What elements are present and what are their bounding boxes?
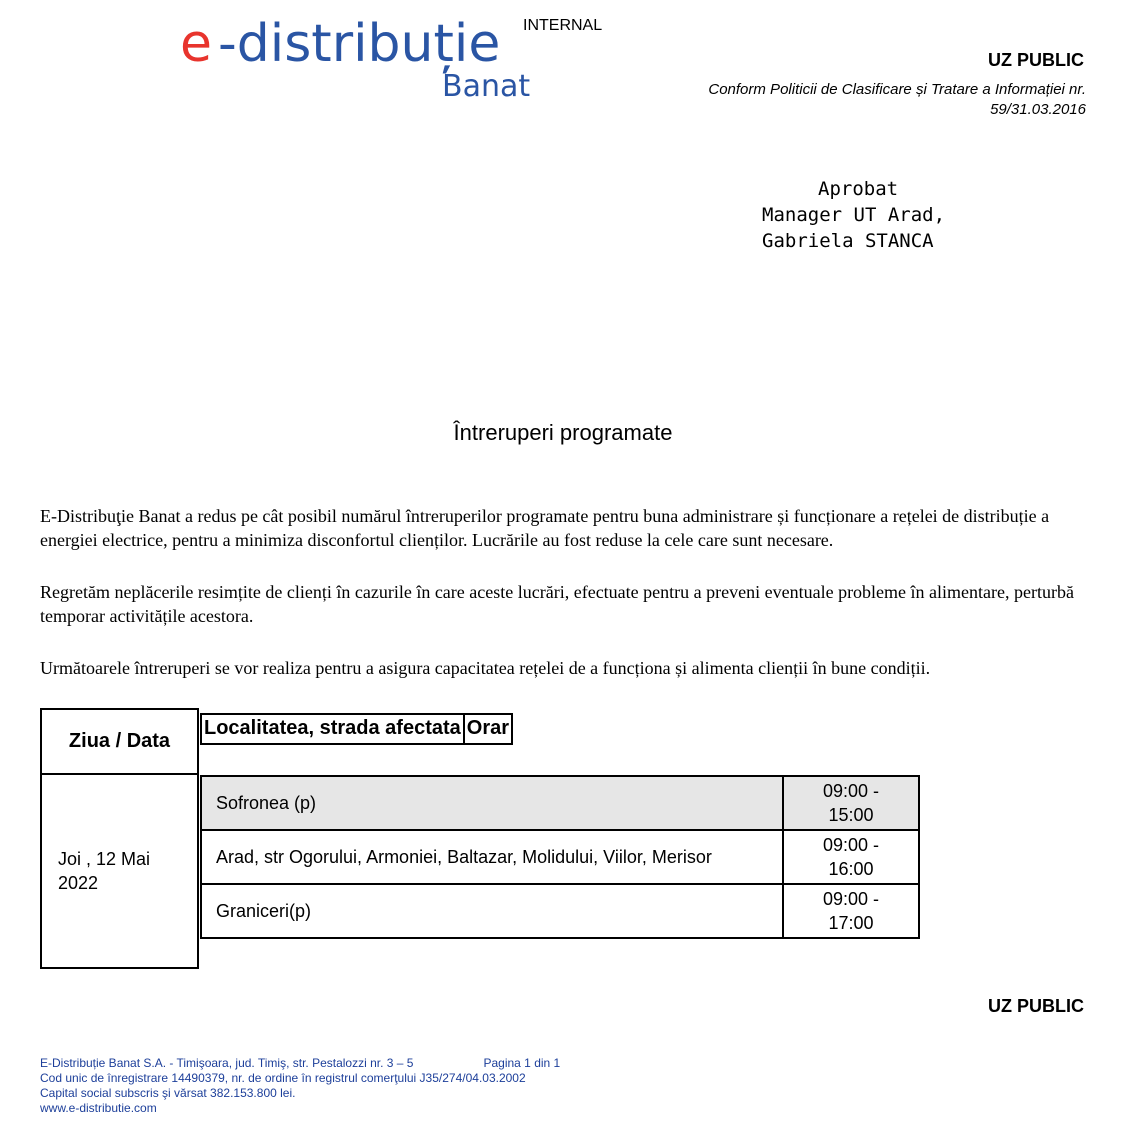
classification-label-bottom: UZ PUBLIC xyxy=(988,996,1084,1016)
time-cell xyxy=(784,885,918,937)
time-start: 09:00 - xyxy=(822,835,880,855)
day-text xyxy=(58,847,188,895)
approval-name: Gabriela STANCA xyxy=(762,230,934,252)
document-title: Întreruperi programate xyxy=(453,420,673,445)
time-end: 16:00 xyxy=(828,859,874,879)
footer xyxy=(40,1056,560,1116)
time-cell xyxy=(784,777,918,829)
table-row xyxy=(202,777,918,831)
time-end: 17:00 xyxy=(828,913,874,933)
page-number: Pagina 1 din 1 xyxy=(483,1056,561,1070)
logo-e-letter: e xyxy=(180,14,212,74)
paragraph-intro: E-Distribuţie Banat a redus pe cât posibil numărul întreruperilor programate pentru buna administrare și funcționare a rețelei de distribuție a energiei electrice, pentru a minimiza disconfortul clienților. Lucrările au fost reduse la cele care sunt necesare. xyxy=(40,506,1050,550)
day-cell xyxy=(40,773,199,969)
table-row xyxy=(202,885,918,937)
footer-address: E-Distribuție Banat S.A. - Timişoara, jud. Timiş, str. Pestalozzi nr. 3 – 5 xyxy=(40,1056,414,1070)
footer-registration: Cod unic de înregistrare 14490379, nr. de ordine în registrul comerţului J35/274/04.03.2002 xyxy=(40,1071,526,1085)
table-row xyxy=(202,831,918,885)
logo-wordmark: -distribuție xyxy=(218,14,501,74)
day-date: Joi , 12 Mai xyxy=(58,849,151,869)
policy-line-2: 59/31.03.2016 xyxy=(990,101,1086,118)
time-start: 09:00 - xyxy=(822,889,880,909)
header-date: Ziua / Data xyxy=(40,708,199,775)
footer-capital: Capital social subscris şi vărsat 382.153.800 lei. xyxy=(40,1086,296,1100)
internal-label: INTERNAL xyxy=(523,17,603,34)
location-cell: Arad, str Ogorului, Armoniei, Baltazar, Molidului, Viilor, Merisor xyxy=(202,831,784,883)
location-cell: Graniceri(p) xyxy=(202,885,784,937)
approval-status: Aprobat xyxy=(818,178,899,200)
time-start: 09:00 - xyxy=(822,781,880,801)
classification-policy xyxy=(626,80,1086,120)
footer-website-link[interactable]: www.e-distributie.com xyxy=(40,1101,157,1115)
time-cell xyxy=(784,831,918,883)
paragraph-apology: Regretăm neplăcerile resimțite de clienți în cazurile în care aceste lucrări, efectuate pentru a preveni eventuale probleme în alimentare, perturbă temporar activitățile acestora. xyxy=(40,582,1074,626)
time-end: 15:00 xyxy=(828,805,874,825)
classification-label-top: UZ PUBLIC xyxy=(988,50,1084,70)
interruption-table xyxy=(200,775,920,939)
approval-block xyxy=(762,176,945,254)
policy-line-1: Conform Politicii de Clasificare și Tratare a Informației nr. xyxy=(708,81,1086,98)
header-location: Localitatea, strada afectata xyxy=(204,717,461,739)
company-logo xyxy=(180,14,530,106)
approval-role: Manager UT Arad, xyxy=(762,204,946,226)
location-cell: Sofronea (p) xyxy=(202,777,784,829)
header-time: Orar xyxy=(463,715,511,743)
day-year: 2022 xyxy=(58,873,99,893)
logo-region: Banat xyxy=(442,69,531,104)
paragraph-announcement: Următoarele întreruperi se vor realiza pentru a asigura capacitatea rețelei de a funcționa și alimenta clienții în bune condiții. xyxy=(40,658,931,678)
header-location-time xyxy=(200,713,513,745)
